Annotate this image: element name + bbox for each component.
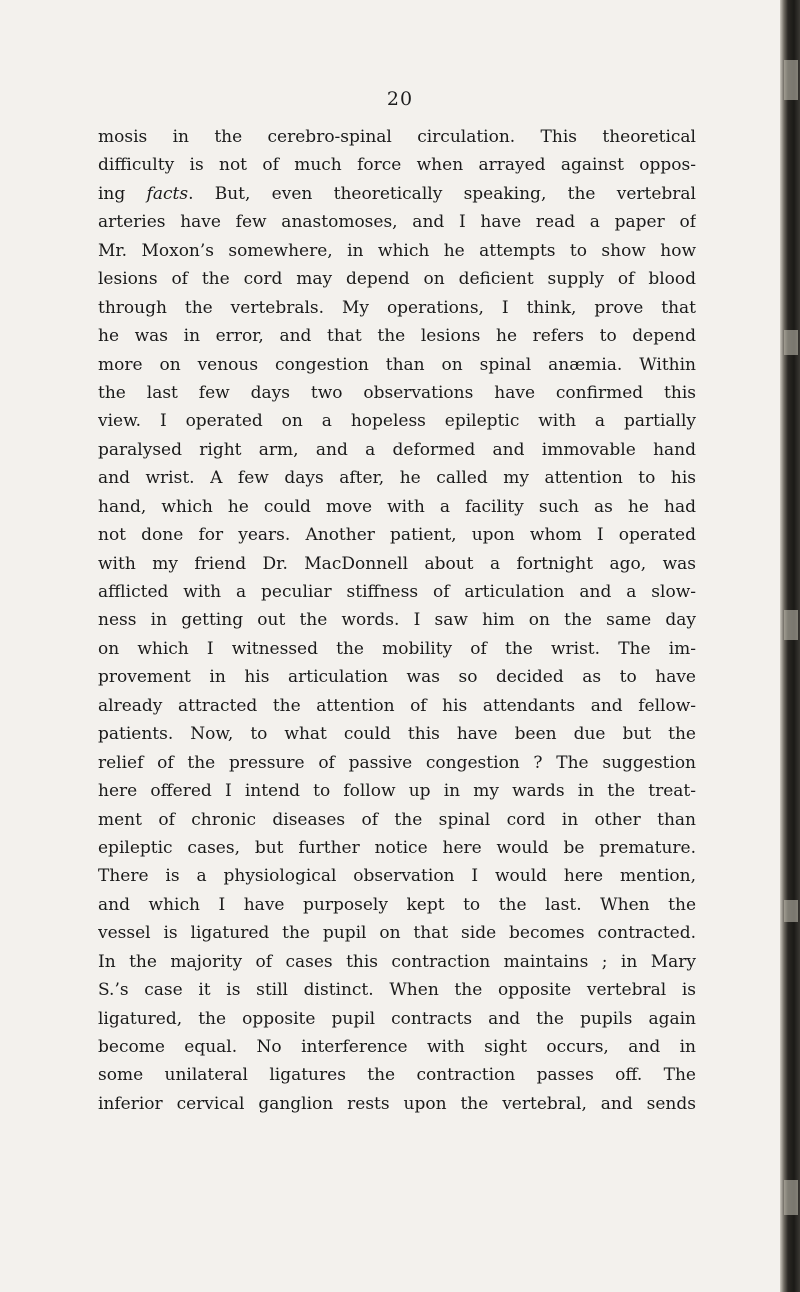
text-line: Mr. Moxon’s somewhere, in which he attempts to show how (98, 240, 696, 261)
text-line: here offered I intend to follow up in my wards in the treat- (98, 781, 696, 802)
text-line: arteries have few anastomoses, and I have read a paper of (98, 212, 696, 233)
page-edge-shadow (780, 0, 800, 1292)
edge-mark (784, 900, 798, 922)
text-line: lesions of the cord may depend on deficient supply of blood (98, 269, 696, 290)
text-line: paralysed right arm, and a deformed and immovable hand (98, 439, 696, 460)
text-line: In the majority of cases this contraction maintains ; in Mary (98, 951, 696, 972)
text-line: and wrist. A few days after, he called my attention to his (98, 468, 696, 489)
edge-mark (784, 60, 798, 100)
edge-mark (784, 330, 798, 355)
text-line: not done for years. Another patient, upon whom I operated (98, 525, 696, 546)
text-line: inferior cervical ganglion rests upon the vertebral, and sends (98, 1093, 696, 1114)
text-line: the last few days two observations have confirmed this (98, 382, 696, 403)
text-line: provement in his articulation was so decided as to have (98, 667, 696, 688)
text-line: and which I have purposely kept to the last. When the (98, 894, 696, 915)
text-line: ligatured, the opposite pupil contracts and the pupils again (98, 1008, 696, 1029)
edge-mark (784, 610, 798, 640)
text-line: difficulty is not of much force when arrayed against oppos- (98, 155, 696, 176)
text-line: he was in error, and that the lesions he refers to depend (98, 326, 696, 347)
text-line: afflicted with a peculiar stiffness of articulation and a slow- (98, 582, 696, 602)
text-line: become equal. No interference with sight occurs, and in (98, 1037, 696, 1057)
text-line: ing facts. But, even theoretically speaking, the vertebral (98, 183, 696, 204)
edge-mark (784, 1180, 798, 1215)
text-line: relief of the pressure of passive congestion ? The suggestion (98, 752, 696, 773)
text-line: already attracted the attention of his attendants and fellow- (98, 695, 696, 716)
text-line: view. I operated on a hopeless epileptic with a partially (98, 411, 696, 432)
text-line: vessel is ligatured the pupil on that side becomes contracted. (98, 923, 696, 944)
text-line: more on venous congestion than on spinal anæmia. Within (98, 354, 696, 375)
text-line: with my friend Dr. MacDonnell about a fortnight ago, was (98, 553, 696, 574)
page-number: 20 (386, 88, 414, 110)
text-line: some unilateral ligatures the contraction passes off. The (98, 1065, 696, 1086)
text-line: epileptic cases, but further notice here would be premature. (98, 837, 696, 858)
text-line: through the vertebrals. My operations, I think, prove that (98, 297, 696, 318)
text-line: hand, which he could move with a facility such as he had (98, 496, 696, 517)
text-line: S.’s case it is still distinct. When the opposite vertebral is (98, 980, 696, 1001)
italic-word: facts (146, 183, 189, 204)
body-text (98, 123, 696, 1118)
text-line: mosis in the cerebro-spinal circulation. This theoretical (98, 127, 696, 147)
text-line: on which I witnessed the mobility of the wrist. The im- (98, 638, 696, 659)
text-line: There is a physiological observation I would here mention, (98, 866, 696, 887)
text-line: ment of chronic diseases of the spinal cord in other than (98, 809, 696, 830)
text-line: patients. Now, to what could this have been due but the (98, 724, 696, 745)
text-line: ness in getting out the words. I saw him on the same day (98, 610, 696, 631)
